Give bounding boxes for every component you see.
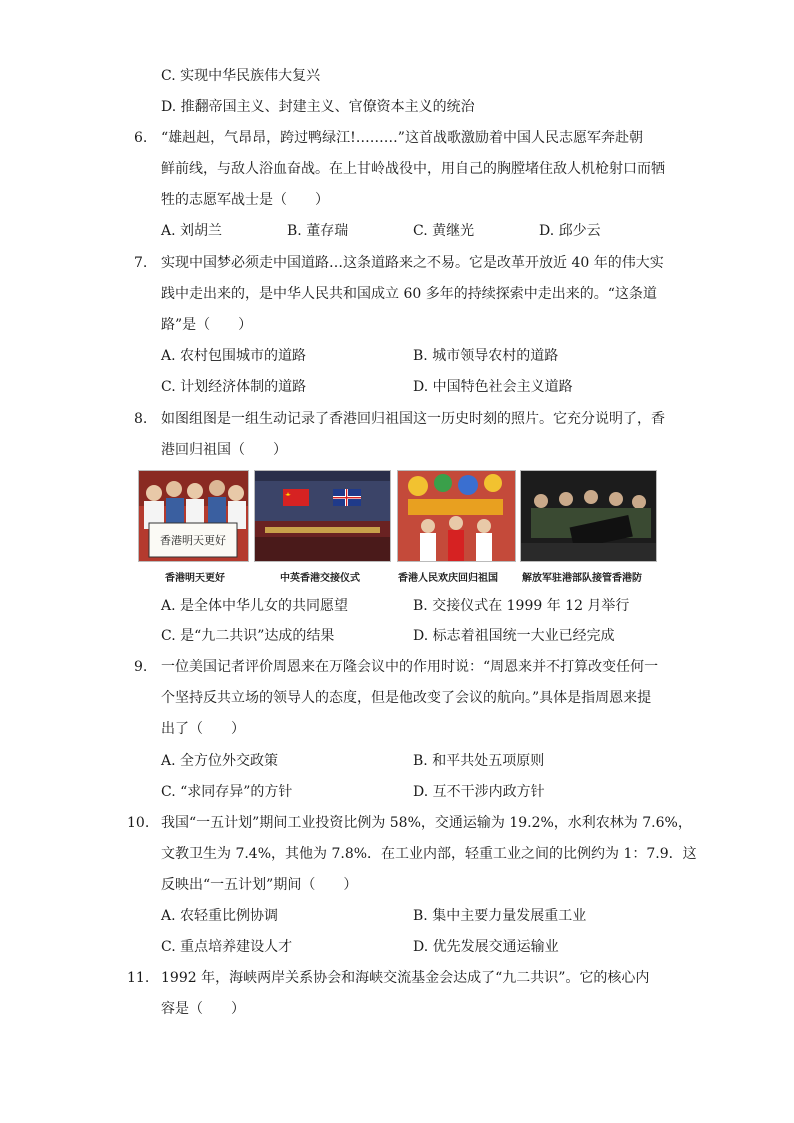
option-c-prev: C. 实现中华民族伟大复兴 (161, 68, 321, 84)
question-8-option-a[interactable]: A. 是全体中华儿女的共同愿望 (161, 598, 349, 614)
question-9-option-a[interactable]: A. 全方位外交政策 (161, 753, 279, 769)
question-6-text-line-3: 牲的志愿军战士是（ ） (161, 192, 329, 208)
question-9-option-b[interactable]: B. 和平共处五项原则 (413, 753, 545, 769)
question-10-text-line-3: 反映出“一五计划”期间（ ） (161, 877, 358, 893)
photo-hk-better-tomorrow (138, 470, 249, 562)
question-11-text-line-2: 容是（ ） (161, 1001, 245, 1017)
question-11-text-line-1: 1992 年，海峡两岸关系协会和海峡交流基金会达成了“九二共识”。它的核心内 (161, 970, 650, 986)
question-6-option-b[interactable]: B. 董存瑞 (287, 223, 349, 239)
caption-1: 香港明天更好 (165, 573, 225, 584)
question-9-option-d[interactable]: D. 互不干涉内政方针 (413, 784, 545, 800)
caption-3: 香港人民欢庆回归祖国 (398, 573, 498, 584)
photo-pla-garrison (520, 470, 657, 562)
question-6-option-c[interactable]: C. 黄继光 (413, 223, 475, 239)
question-7-option-c[interactable]: C. 计划经济体制的道路 (161, 379, 307, 395)
question-7-text-line-3: 路”是（ ） (161, 317, 253, 333)
question-8-option-d[interactable]: D. 标志着祖国统一大业已经完成 (413, 628, 615, 644)
question-6-text-line-1: “雄赳赳，气昂昂，跨过鸭绿江!………”这首战歌激励着中国人民志愿军奔赴朝 (161, 130, 643, 146)
question-8-option-b[interactable]: B. 交接仪式在 1999 年 12 月举行 (413, 598, 630, 614)
photo-celebration (397, 470, 516, 562)
question-8-text-line-1: 如图组图是一组生动记录了香港回归祖国这一历史时刻的照片。它充分说明了，香 (161, 411, 665, 427)
option-d-prev: D. 推翻帝国主义、封建主义、官僚资本主义的统治 (161, 99, 475, 115)
question-6-option-a[interactable]: A. 刘胡兰 (161, 223, 223, 239)
photo-handover-ceremony (254, 470, 391, 562)
question-10-text-line-2: 文教卫生为 7.4%，其他为 7.8%．在工业内部，轻重工业之间的比例约为 1：7.9．这 (161, 846, 697, 862)
question-8-option-c[interactable]: C. 是“九二共识”达成的结果 (161, 628, 335, 644)
question-6-option-d[interactable]: D. 邱少云 (539, 223, 601, 239)
question-7-number: 7. (134, 255, 148, 271)
question-7-option-a[interactable]: A. 农村包围城市的道路 (161, 348, 307, 364)
question-7-text-line-2: 践中走出来的，是中华人民共和国成立 60 多年的持续探索中走出来的。“这条道 (161, 286, 657, 302)
question-7-text-line-1: 实现中国梦必须走中国道路…这条道路来之不易。它是改革开放近 40 年的伟大实 (161, 255, 664, 271)
question-8-number: 8. (134, 411, 148, 427)
question-10-text-line-1: 我国“一五计划”期间工业投资比例为 58%，交通运输为 19.2%，水利农林为 7.6%， (161, 815, 692, 831)
question-7-option-d[interactable]: D. 中国特色社会主义道路 (413, 379, 573, 395)
banner-text: 香港明天更好 (160, 534, 226, 547)
question-10-option-a[interactable]: A. 农轻重比例协调 (161, 908, 279, 924)
question-10-option-d[interactable]: D. 优先发展交通运输业 (413, 939, 559, 955)
question-11-number: 11. (127, 970, 150, 986)
question-10-number: 10. (127, 815, 150, 831)
question-8-text-line-2: 港回归祖国（ ） (161, 442, 287, 458)
caption-4: 解放军驻港部队接管香港防 (522, 573, 642, 584)
question-9-number: 9. (134, 659, 148, 675)
question-9-text-line-3: 出了（ ） (161, 721, 245, 737)
question-6-number: 6. (134, 130, 148, 146)
question-6-text-line-2: 鲜前线，与敌人浴血奋战。在上甘岭战役中，用自己的胸膛堵住敌人机枪射口而牺 (161, 161, 665, 177)
question-7-option-b[interactable]: B. 城市领导农村的道路 (413, 348, 559, 364)
question-9-text-line-2: 个坚持反共立场的领导人的态度，但是他改变了会议的航向。”具体是指周恩来提 (161, 690, 652, 706)
question-9-option-c[interactable]: C. “求同存异”的方针 (161, 784, 293, 800)
question-9-text-line-1: 一位美国记者评价周恩来在万隆会议中的作用时说：“周恩来并不打算改变任何一 (161, 659, 659, 675)
question-10-option-b[interactable]: B. 集中主要力量发展重工业 (413, 908, 587, 924)
caption-2: 中英香港交接仪式 (280, 573, 360, 584)
question-10-option-c[interactable]: C. 重点培养建设人才 (161, 939, 293, 955)
